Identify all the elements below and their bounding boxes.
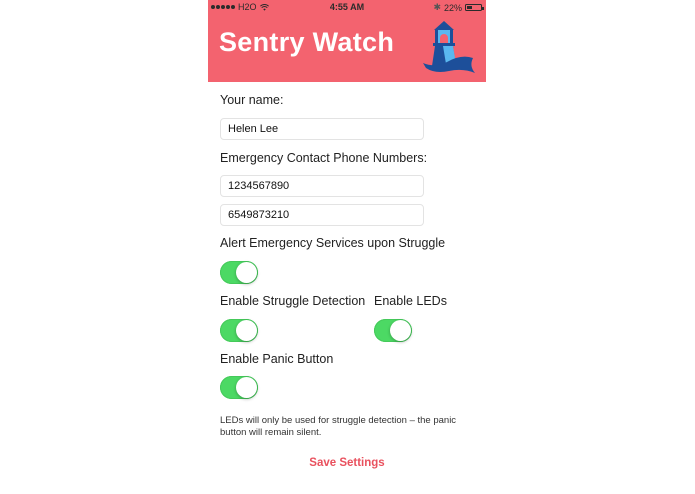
toggle-knob — [236, 262, 257, 283]
contact-phone-2-input[interactable] — [220, 204, 424, 226]
contact-phone-1-input[interactable] — [220, 175, 424, 197]
panic-button-toggle[interactable] — [220, 376, 258, 399]
toggle-knob — [236, 377, 257, 398]
panic-button-label: Enable Panic Button — [220, 352, 334, 366]
struggle-detection-toggle[interactable] — [220, 319, 258, 342]
app-screen — [208, 0, 486, 494]
leds-note: LEDs will only be used for struggle detection – the panic button will remain silent. — [220, 415, 457, 438]
clock: 4:55 AM — [329, 2, 365, 12]
bluetooth-icon: ✱ — [433, 2, 441, 12]
contacts-label: Emergency Contact Phone Numbers: — [220, 151, 428, 165]
app-header — [208, 0, 486, 82]
name-label: Your name: — [220, 93, 284, 107]
status-bar — [208, 0, 486, 14]
carrier-name: H2O — [238, 2, 257, 12]
toggle-knob — [390, 320, 411, 341]
lighthouse-icon — [421, 18, 479, 76]
alert-services-toggle[interactable] — [220, 261, 258, 284]
app-title: Sentry Watch — [219, 27, 395, 57]
alert-services-label: Alert Emergency Services upon Struggle — [220, 236, 446, 250]
leds-label: Enable LEDs — [374, 294, 447, 308]
toggle-knob — [236, 320, 257, 341]
name-input[interactable] — [220, 118, 424, 140]
leds-toggle[interactable] — [374, 319, 412, 342]
status-right — [433, 2, 482, 13]
struggle-detection-label: Enable Struggle Detection — [220, 294, 366, 308]
save-settings-button[interactable]: Save Settings — [208, 457, 486, 469]
battery-percent: 22% — [443, 2, 462, 13]
battery-icon — [465, 4, 482, 11]
